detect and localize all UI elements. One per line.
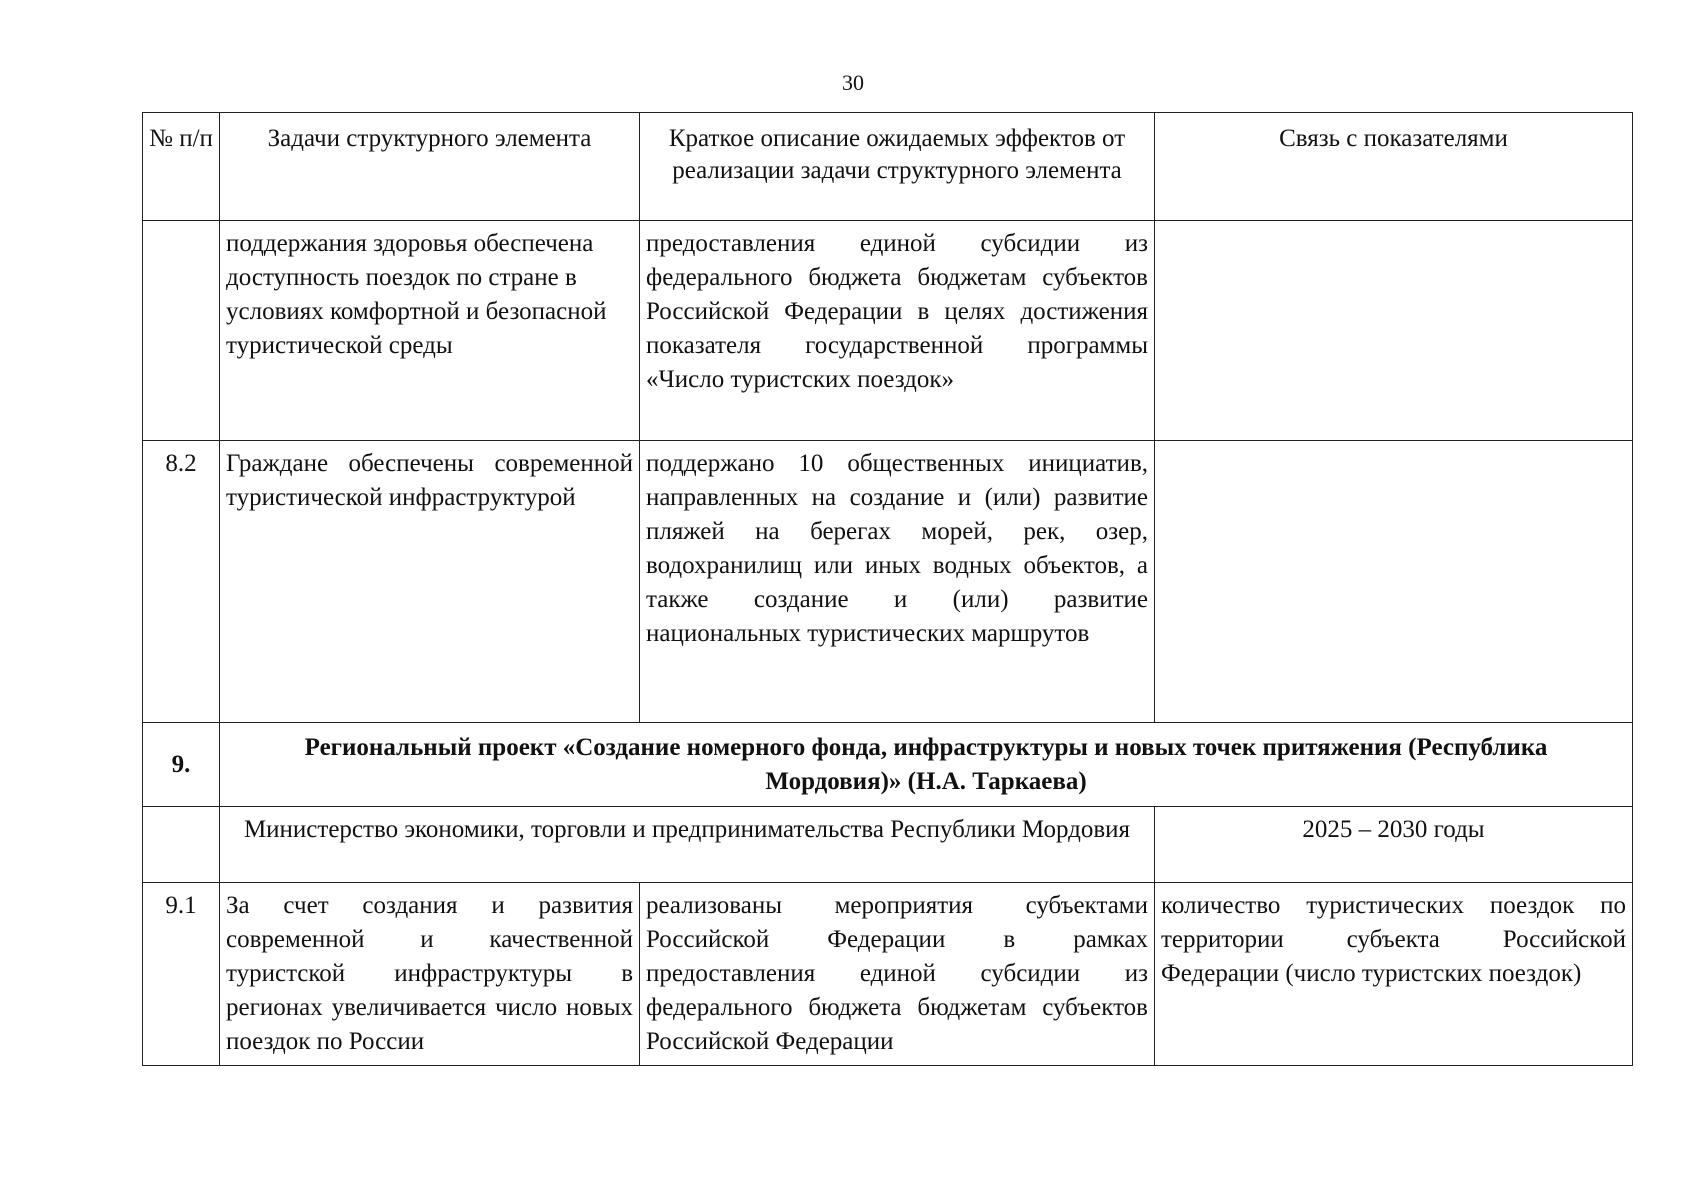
- row-num: [143, 221, 220, 441]
- header-tasks: Задачи структурного элемента: [220, 113, 640, 221]
- header-link: Связь с показателями: [1155, 113, 1633, 221]
- row-num: 9.1: [143, 883, 220, 1066]
- header-num: № п/п: [143, 113, 220, 221]
- responsible-body: Министерство экономики, торговли и предпринимательства Республики Мордовия: [220, 807, 1155, 883]
- row-link: [1155, 221, 1633, 441]
- row-task: За счет создания и развития современной и качественной туристской инфраструктуры в регионах увеличивается число новых поездок по России: [220, 883, 640, 1066]
- project-num: 9.: [143, 723, 220, 807]
- implementation-period: 2025 – 2030 годы: [1155, 807, 1633, 883]
- row-link: [1155, 441, 1633, 723]
- row-task: поддержания здоровья обеспечена доступность поездок по стране в условиях комфортной и безопасной туристической среды: [220, 221, 640, 441]
- table-header-row: [143, 113, 1633, 221]
- table-row: [143, 883, 1633, 1066]
- row-num: 8.2: [143, 441, 220, 723]
- row-task: Граждане обеспечены современной туристической инфраструктурой: [220, 441, 640, 723]
- project-sub-row: [143, 807, 1633, 883]
- row-effect: поддержано 10 общественных инициатив, направленных на создание и (или) развитие пляжей на берегах морей, рек, озер, водохранилищ или иных водных объектов, а также создание и (или) развитие национальных туристических маршрутов: [640, 441, 1155, 723]
- table-row: [143, 441, 1633, 723]
- project-row: [143, 723, 1633, 807]
- structural-elements-table: [142, 112, 1633, 1066]
- project-title: Региональный проект «Создание номерного фонда, инфраструктуры и новых точек притяжения (Республика Мордовия)» (Н.А. Таркаева): [220, 723, 1633, 807]
- table-row: [143, 221, 1633, 441]
- header-effects: Краткое описание ожидаемых эффектов от реализации задачи структурного элемента: [640, 113, 1155, 221]
- row-effect: предоставления единой субсидии из федерального бюджета бюджетам субъектов Российской Федерации в целях достижения показателя государственной программы «Число туристских поездок»: [640, 221, 1155, 441]
- page-number: 30: [842, 70, 864, 95]
- row-effect: реализованы мероприятия субъектами Российской Федерации в рамках предоставления единой субсидии из федерального бюджета бюджетам субъектов Российской Федерации: [640, 883, 1155, 1066]
- row-num: [143, 807, 220, 883]
- row-link: количество туристических поездок по территории субъекта Российской Федерации (число туристских поездок): [1155, 883, 1633, 1066]
